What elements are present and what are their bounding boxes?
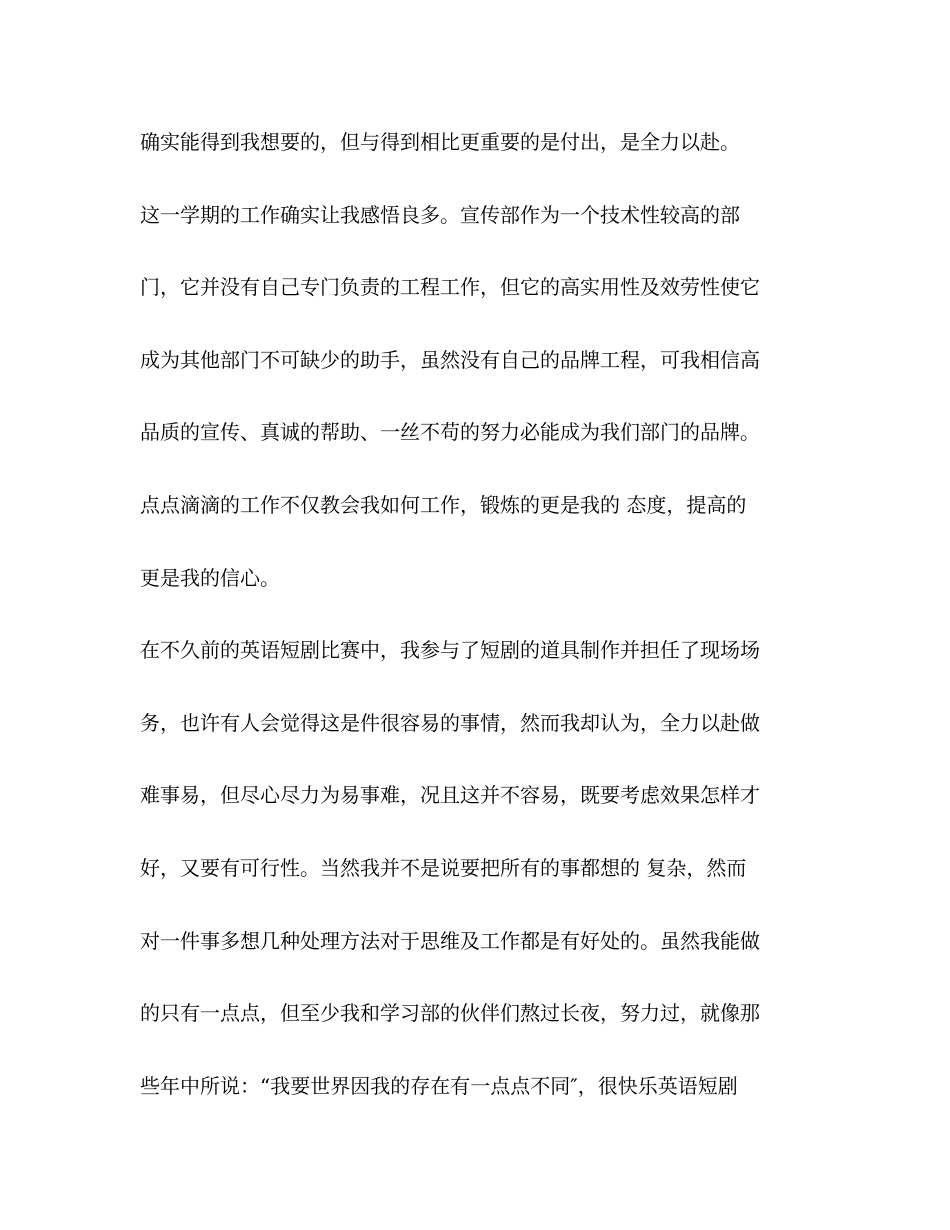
text-line-5: 品质的宣传、真诚的帮助、一丝不苟的努力必能成为我们部门的品牌。 [140, 420, 760, 445]
text-line-10: 难事易，但尽心尽力为易事难，况且这并不容易，既要考虑效果怎样才 [140, 783, 760, 808]
text-line-3: 门，它并没有自己专门负责的工程工作，但它的高实用性及效劳性使它 [140, 275, 760, 300]
text-line-6: 点点滴滴的工作不仅教会我如何工作，锻炼的更是我的 态度，提高的 [140, 492, 747, 517]
text-line-9: 务，也许有人会觉得这是件很容易的事情，然而我却认为，全力以赴做 [140, 710, 760, 735]
text-line-8: 在不久前的英语短剧比赛中，我参与了短剧的道具制作并担任了现场场 [140, 638, 760, 663]
text-line-7: 更是我的信心。 [140, 565, 280, 590]
text-line-12: 对一件事多想几种处理方法对于思维及工作都是有好处的。虽然我能做 [140, 928, 760, 953]
text-line-14: 些年中所说：“我要世界因我的存在有一点点不同″，很快乐英语短剧 [140, 1073, 738, 1098]
text-line-11: 好，又要有可行性。当然我并不是说要把所有的事都想的 复杂，然而 [140, 855, 747, 880]
text-line-4: 成为其他部门不可缺少的助手，虽然没有自己的品牌工程，可我相信高 [140, 347, 760, 372]
body-text [140, 124, 840, 1140]
text-line-13: 的只有一点点，但至少我和学习部的伙伴们熬过长夜，努力过，就像那 [140, 1001, 760, 1026]
text-line-2: 这一学期的工作确实让我感悟良多。宣传部作为一个技术性较高的部 [140, 202, 740, 227]
text-line-1: 确实能得到我想要的，但与得到相比更重要的是付出，是全力以赴。 [140, 130, 740, 154]
